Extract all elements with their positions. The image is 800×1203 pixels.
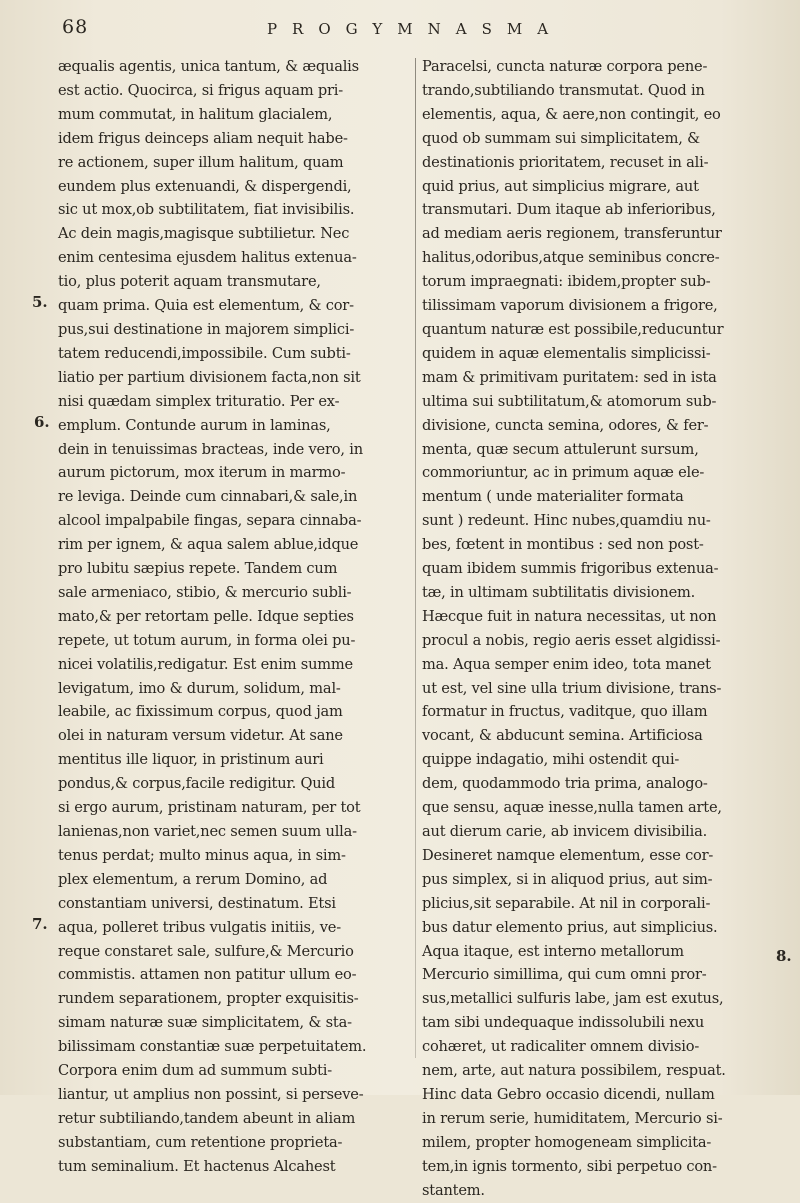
text-line: quid prius, aut simplicius migrare, aut [422, 177, 699, 195]
text-line: formatur in fructus, vaditque, quo illam [422, 703, 708, 721]
text-line: quidem in aquæ elementalis simplicissi- [422, 344, 711, 362]
text-line: pus,sui destinatione in majorem simplici- [58, 320, 355, 338]
text-line: Mercurio simillima, qui cum omni pror- [422, 966, 707, 984]
text-line: pro lubitu sæpius repete. Tandem cum [58, 560, 338, 578]
text-line: tenus perdat; multo minus aqua, in sim- [58, 846, 346, 864]
text-line: substantiam, cum retentione proprieta- [58, 1133, 343, 1151]
column-divider [415, 58, 416, 1058]
running-title: PROGYMNASMA [266, 20, 564, 38]
text-line: trando,subtiliando transmutat. Quod in [422, 81, 705, 99]
text-line: ultima sui subtilitatum,& atomorum sub- [422, 392, 717, 410]
text-line: que sensu, aquæ inesse,nulla tamen arte, [422, 799, 722, 817]
margin-number-5: 5. [32, 293, 48, 311]
text-line: tum seminalium. Et hactenus Alcahest [58, 1157, 336, 1175]
text-line: quod ob summam sui simplicitatem, & [422, 129, 700, 147]
page-number: 68 [62, 16, 89, 38]
text-line: halitus,odoribus,atque seminibus concre- [422, 249, 720, 267]
text-line: repete, ut totum aurum, in forma olei pu- [58, 631, 356, 649]
text-line: quippe indagatio, mihi ostendit qui- [422, 751, 680, 769]
text-line: leabile, ac fixissimum corpus, quod jam [58, 703, 343, 721]
margin-number-8: 8. [776, 947, 792, 965]
text-line: sic ut mox,ob subtilitatem, fiat invisibilis. [58, 201, 355, 219]
text-line: mum commutat, in halitum glacialem, [58, 105, 333, 123]
text-line: commoriuntur, ac in primum aquæ ele- [422, 464, 705, 482]
text-line: torum impraegnati: ibidem,propter sub- [422, 273, 711, 291]
text-line: nicei volatilis,redigatur. Est enim summe [58, 655, 353, 673]
text-line: ut est, vel sine ulla trium divisione, trans- [422, 679, 722, 697]
text-line: est actio. Quocirca, si frigus aquam pri- [58, 81, 344, 99]
text-line: divisione, cuncta semina, odores, & fer- [422, 416, 709, 434]
text-line: mato,& per retortam pelle. Idque septies [58, 607, 354, 625]
text-line: reque constaret sale, sulfure,& Mercurio [58, 942, 354, 960]
text-line: lanienas,non variet,nec semen suum ulla- [58, 823, 357, 840]
text-line: re actionem, super illum halitum, quam [58, 153, 344, 171]
text-line: Desineret namque elementum, esse cor- [422, 846, 714, 864]
text-line: mentum ( unde materialiter formata [422, 488, 684, 506]
text-line: Hinc data Gebro occasio dicendi, nullam [422, 1085, 715, 1103]
text-line: enim centesima ejusdem halitus extenua- [58, 249, 357, 267]
text-line: bus datur elemento prius, aut simplicius. [422, 918, 718, 936]
text-line: Hæcque fuit in natura necessitas, ut non [422, 607, 717, 625]
text-line: quantum naturæ est possibile,reducuntur [422, 320, 724, 338]
text-line: cohæret, ut radicaliter omnem divisio- [422, 1038, 700, 1056]
text-line: re leviga. Deinde cum cinnabari,& sale,in [58, 488, 358, 506]
text-line: in rerum serie, humiditatem, Mercurio si- [422, 1109, 723, 1127]
text-line: ad mediam aeris regionem, transferuntur [422, 225, 722, 243]
text-line: aqua, polleret tribus vulgatis initiis, ve- [58, 918, 341, 936]
text-line: vocant, & abducunt semina. Artificiosa [422, 727, 703, 745]
text-line: quam ibidem summis frigoribus extenua- [422, 560, 719, 578]
text-line: aurum pictorum, mox iterum in marmo- [58, 464, 346, 482]
text-line: tem,in ignis tormento, sibi perpetuo con- [422, 1157, 717, 1175]
text-line: levigatum, imo & durum, solidum, mal- [58, 679, 341, 697]
text-line: olei in naturam versum videtur. At sane [58, 727, 343, 745]
text-line: sunt ) redeunt. Hinc nubes,quamdiu nu- [422, 512, 711, 530]
text-line: æqualis agentis, unica tantum, & æqualis [58, 58, 359, 75]
text-line: tatem reducendi,impossibile. Cum subti- [58, 344, 351, 362]
text-line: mentitus ille liquor, in pristinum auri [58, 751, 324, 769]
text-line: emplum. Contunde aurum in laminas, [58, 416, 331, 434]
text-line: aut dierum carie, ab invicem divisibilia. [422, 823, 708, 840]
text-line: quam prima. Quia est elementum, & cor- [58, 297, 354, 315]
text-line: pondus,& corpus,facile redigitur. Quid [58, 775, 336, 793]
text-line: dein in tenuissimas bracteas, inde vero, in [58, 440, 363, 458]
text-line: stantem. [422, 1181, 485, 1199]
text-line: tio, plus poterit aquam transmutare, [58, 273, 321, 291]
text-line: liantur, ut amplius non possint, si perseve- [58, 1085, 364, 1103]
text-line: si ergo aurum, pristinam naturam, per tot [58, 799, 361, 817]
text-line: plicius,sit separabile. At nil in corporali- [422, 894, 711, 912]
text-line: constantiam universi, destinatum. Etsi [58, 894, 336, 912]
text-line: ma. Aqua semper enim ideo, tota manet [422, 655, 711, 673]
text-line: rundem separationem, propter exquisitis- [58, 990, 359, 1008]
text-line: elementis, aqua, & aere,non contingit, eo [422, 105, 721, 123]
text-line: sale armeniaco, stibio, & mercurio subli- [58, 583, 352, 601]
margin-number-7: 7. [32, 915, 48, 933]
text-line: destinationis prioritatem, recuset in ali- [422, 153, 709, 171]
text-line: Corpora enim dum ad summum subti- [58, 1062, 332, 1080]
text-line: tam sibi undequaque indissolubili nexu [422, 1014, 705, 1032]
text-line: mam & primitivam puritatem: sed in ista [422, 368, 717, 386]
text-line: liatio per partium divisionem facta,non sit [58, 368, 361, 386]
text-line: tæ, in ultimam subtilitatis divisionem. [422, 583, 696, 601]
right-text-column [422, 55, 774, 1199]
text-line: Paracelsi, cuncta naturæ corpora pene- [422, 58, 708, 75]
text-line: transmutari. Dum itaque ab inferioribus, [422, 201, 716, 219]
text-line: pus simplex, si in aliquod prius, aut sim- [422, 870, 713, 888]
text-line: idem frigus deinceps aliam nequit habe- [58, 129, 348, 147]
text-line: sus,metallici sulfuris labe, jam est exutus, [422, 990, 724, 1008]
text-line: alcool impalpabile fingas, separa cinnaba- [58, 512, 362, 530]
text-line: simam naturæ suæ simplicitatem, & sta- [58, 1014, 352, 1032]
text-line: plex elementum, a rerum Domino, ad [58, 870, 328, 888]
text-line: menta, quæ secum attulerunt sursum, [422, 440, 699, 458]
text-line: tilissimam vaporum divisionem a frigore, [422, 297, 718, 315]
text-line: Aqua itaque, est interno metallorum [422, 942, 684, 960]
margin-number-6: 6. [34, 413, 50, 431]
text-line: commistis. attamen non patitur ullum eo- [58, 966, 357, 984]
text-line: bes, fœtent in montibus : sed non post- [422, 536, 704, 554]
text-line: retur subtiliando,tandem abeunt in aliam [58, 1109, 356, 1127]
text-line: milem, propter homogeneam simplicita- [422, 1133, 712, 1151]
text-line: rim per ignem, & aqua salem ablue,idque [58, 536, 359, 554]
text-line: procul a nobis, regio aeris esset algidissi- [422, 631, 721, 649]
text-line: dem, quodammodo tria prima, analogo- [422, 775, 708, 793]
left-text-column [58, 55, 410, 1175]
page-header [0, 12, 800, 52]
text-line: bilissimam constantiæ suæ perpetuitatem. [58, 1038, 367, 1056]
text-line: nem, arte, aut natura possibilem, respuat. [422, 1062, 726, 1080]
text-line: eundem plus extenuandi, & dispergendi, [58, 177, 352, 195]
text-line: Ac dein magis,magisque subtilietur. Nec [58, 225, 350, 243]
text-line: nisi quædam simplex trituratio. Per ex- [58, 392, 340, 410]
